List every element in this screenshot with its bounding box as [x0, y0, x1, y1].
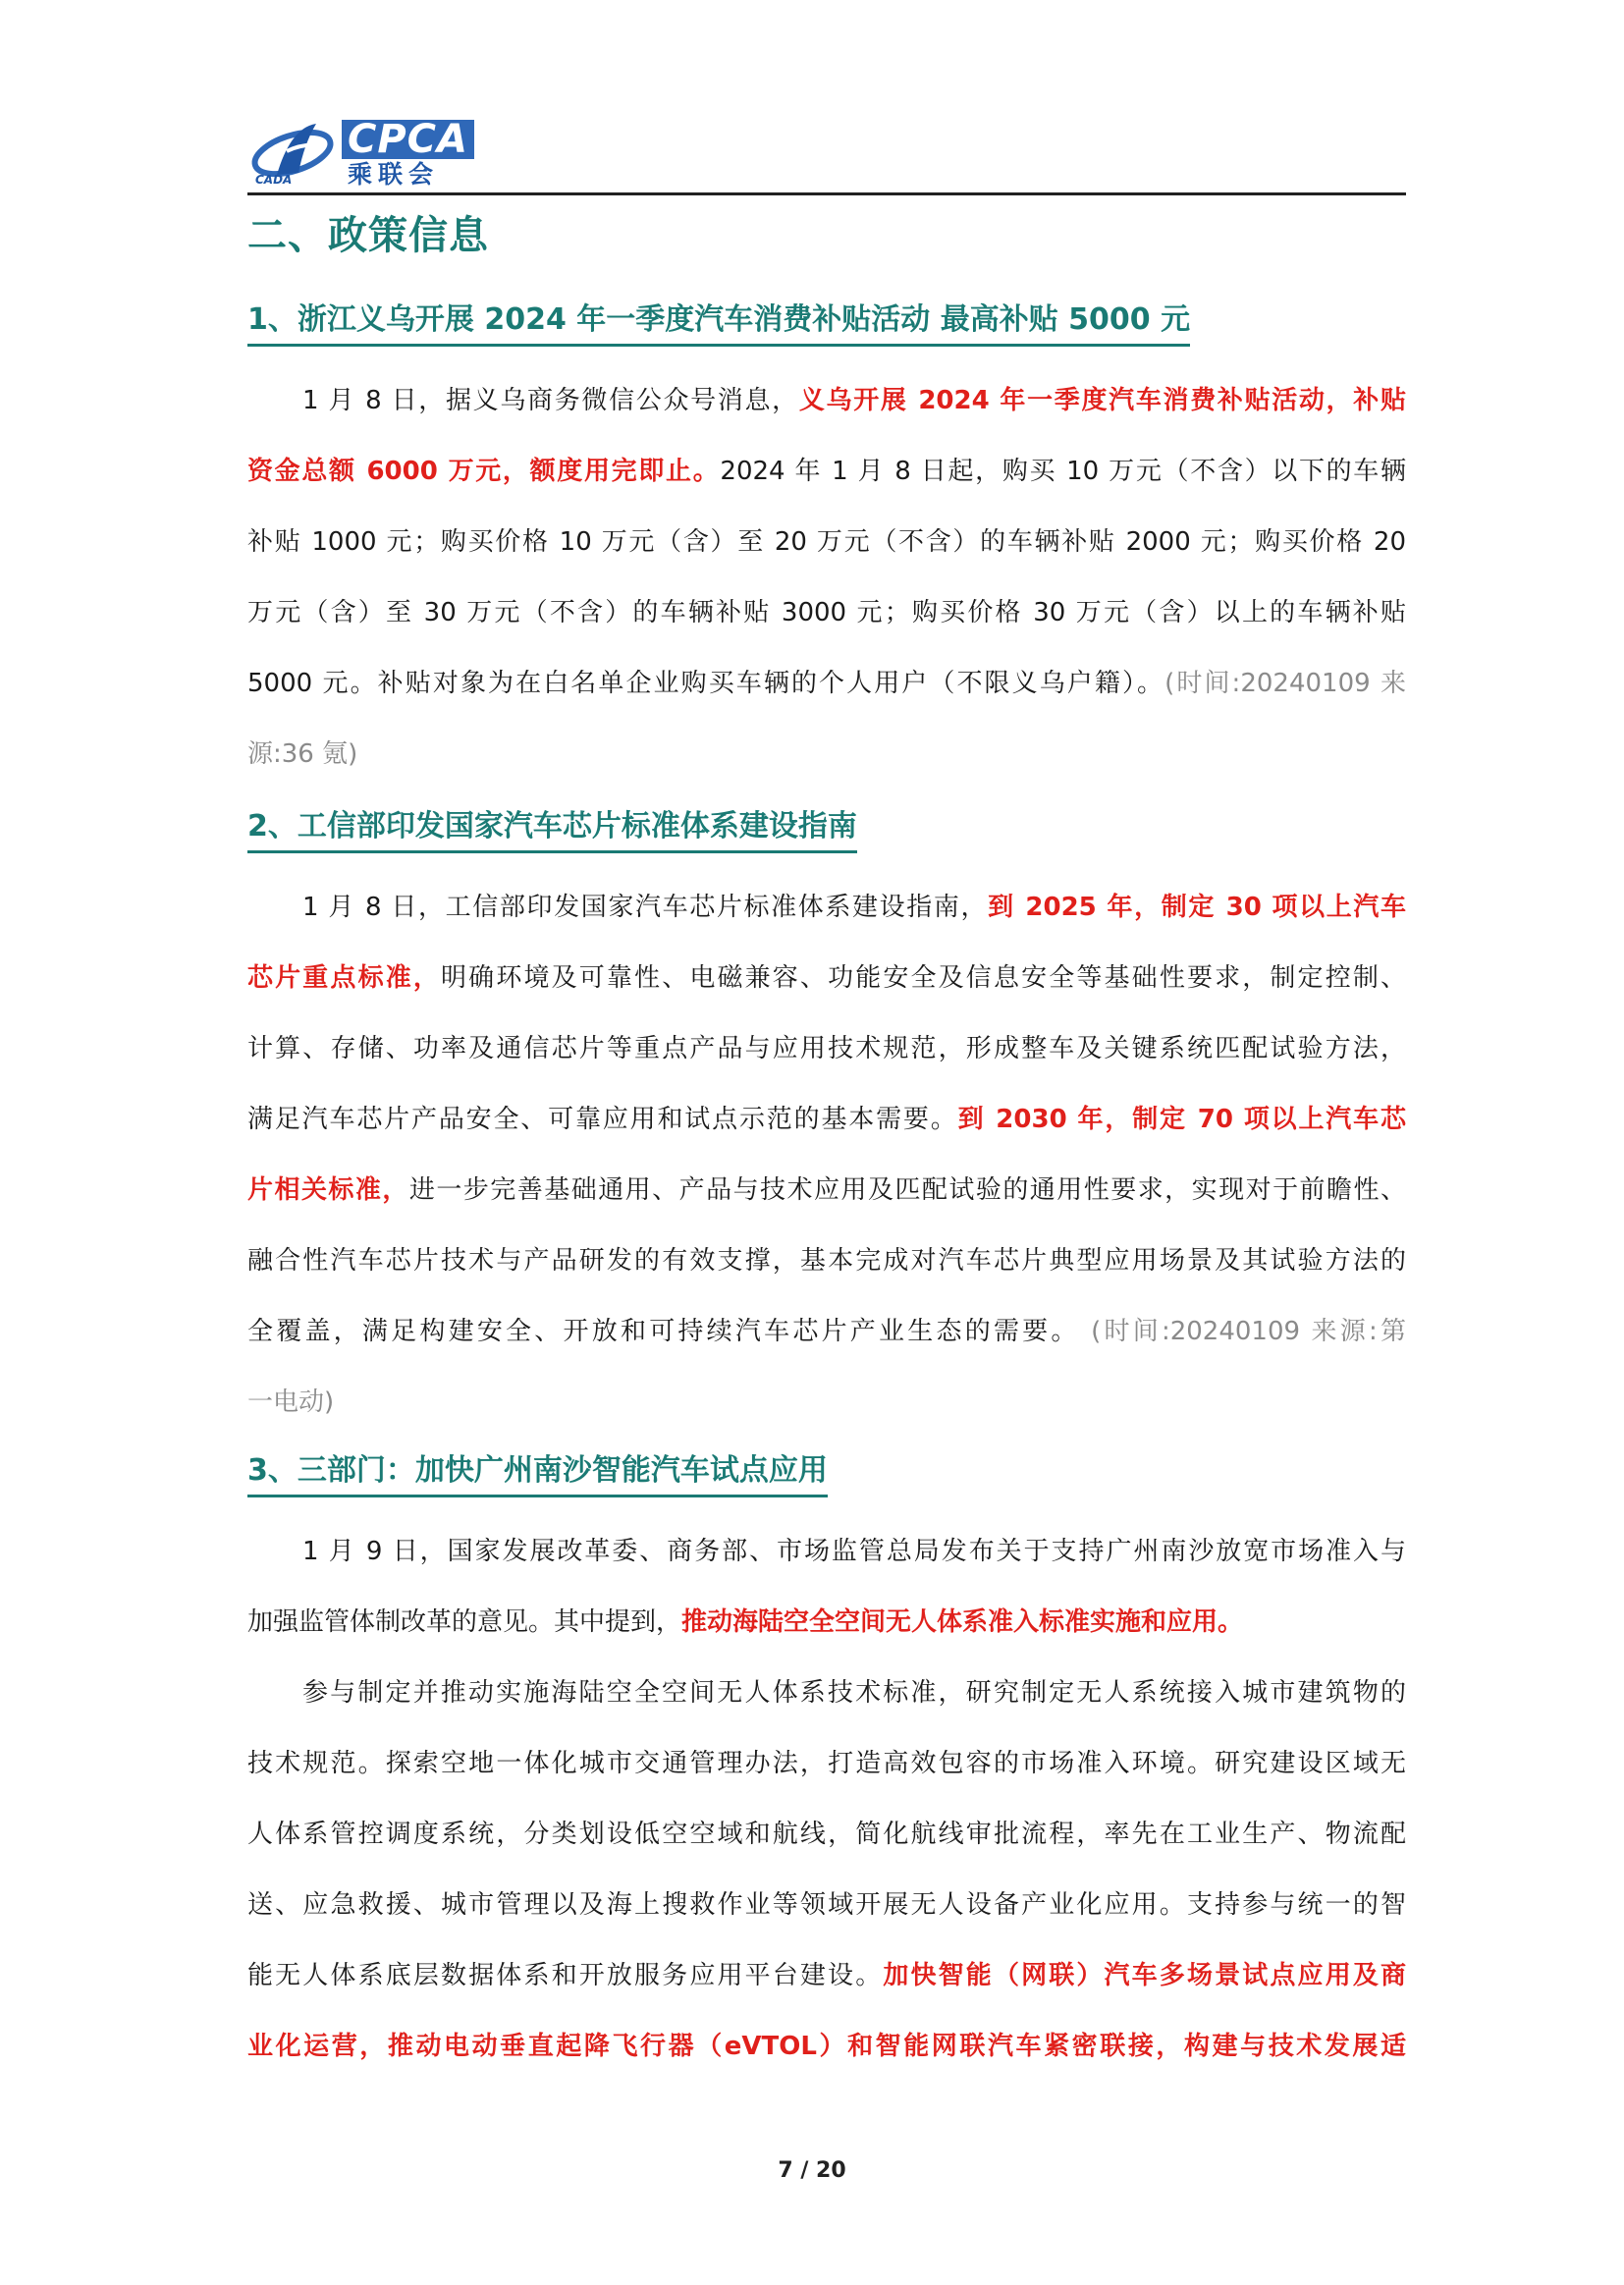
text-line — [247, 648, 1406, 719]
text-line — [247, 1013, 1406, 1084]
body-text: 满足汽车芯片产品安全、可靠应用和试点示范的基本需要。 — [247, 1105, 958, 1134]
text-line — [247, 872, 1406, 943]
highlight-text: 到 2025 年，制定 30 项以上汽车 — [988, 893, 1406, 922]
page-separator: / — [800, 2158, 809, 2183]
text-line — [247, 943, 1406, 1013]
text-line — [247, 1155, 1406, 1225]
highlight-text: 推动海陆空全空间无人体系准入标准实施和应用。 — [681, 1607, 1244, 1637]
source-note: 一电动) — [247, 1387, 335, 1417]
body-text: 1 月 9 日，国家发展改革委、商务部、市场监管总局发布关于支持广州南沙放宽市场准入与 — [302, 1537, 1406, 1566]
body-text: 补贴 1000 元；购买价格 10 万元（含）至 20 万元（不含）的车辆补贴 2000 元；购买价格 20 — [247, 527, 1406, 557]
cpca-logo — [247, 118, 475, 190]
highlight-text: 加快智能（网联）汽车多场景试点应用及商 — [883, 1961, 1406, 1990]
page-total: 20 — [816, 2158, 846, 2183]
article-2-body — [247, 872, 1406, 1438]
source-note: 源:36 氪) — [247, 739, 358, 769]
body-text: 2024 年 1 月 8 日起，购买 10 万元（不含）以下的车辆 — [720, 457, 1406, 486]
highlight-text: 芯片重点标准， — [247, 963, 442, 993]
body-text: 加强监管体制改革的意见。其中提到， — [247, 1607, 682, 1637]
body-text: 计算、存储、功率及通信芯片等重点产品与应用技术规范，形成整车及关键系统匹配试验方法， — [247, 1034, 1406, 1063]
text-line — [247, 719, 1406, 789]
article-2-title: 2、工信部印发国家汽车芯片标准体系建设指南 — [247, 805, 857, 853]
source-note: (时间:20240109 来源:第 — [1079, 1317, 1406, 1346]
body-text: 融合性汽车芯片技术与产品研发的有效支撑，基本完成对汽车芯片典型应用场景及其试验方法的 — [247, 1246, 1406, 1276]
text-line — [247, 577, 1406, 648]
text-line — [247, 1516, 1406, 1587]
text-line — [247, 1940, 1406, 2011]
text-line — [247, 436, 1406, 507]
text-line — [247, 365, 1406, 436]
text-line — [247, 1799, 1406, 1870]
body-text: 技术规范。探索空地一体化城市交通管理办法，打造高效包容的市场准入环境。研究建设区域无 — [247, 1749, 1406, 1778]
highlight-text: 片相关标准， — [247, 1175, 409, 1205]
text-line — [247, 507, 1406, 577]
text-line — [247, 1084, 1406, 1155]
body-text: 明确环境及可靠性、电磁兼容、功能安全及信息安全等基础性要求，制定控制、 — [441, 963, 1406, 993]
text-line — [247, 1728, 1406, 1799]
text-line — [247, 2011, 1406, 2082]
logo-text-cn: 乘联会 — [348, 160, 440, 189]
highlight-text: 到 2030 年，制定 70 项以上汽车芯 — [957, 1105, 1406, 1134]
logo-subtext: CADA — [255, 173, 293, 187]
body-text: 能无人体系底层数据体系和开放服务应用平台建设。 — [247, 1961, 884, 1990]
body-text: 万元（含）至 30 万元（不含）的车辆补贴 3000 元；购买价格 30 万元（含）以上的车辆补贴 — [247, 598, 1406, 627]
logo-text-en: CPCA — [342, 120, 474, 159]
body-text: 全覆盖，满足构建安全、开放和可持续汽车芯片产业生态的需要。 — [247, 1317, 1080, 1346]
text-line — [247, 1225, 1406, 1296]
article-1-body — [247, 365, 1406, 789]
body-text: 人体系管控调度系统，分类划设低空空域和航线，简化航线审批流程，率先在工业生产、物流配 — [247, 1820, 1406, 1849]
source-note: (时间:20240109 来 — [1164, 669, 1406, 698]
page-number — [0, 2156, 1624, 2186]
highlight-text: 义乌开展 2024 年一季度汽车消费补贴活动，补贴 — [798, 386, 1406, 415]
body-text: 进一步完善基础通用、产品与技术应用及匹配试验的通用性要求，实现对于前瞻性、 — [408, 1175, 1406, 1205]
body-text: 参与制定并推动实施海陆空全空间无人体系技术标准，研究制定无人系统接入城市建筑物的 — [302, 1678, 1406, 1708]
body-text: 1 月 8 日，据义乌商务微信公众号消息， — [302, 386, 799, 415]
text-line — [247, 1658, 1406, 1728]
header-divider — [247, 192, 1406, 195]
highlight-text: 业化运营，推动电动垂直起降飞行器（eVTOL）和智能网联汽车紧密联接，构建与技术发展适 — [247, 2032, 1406, 2061]
article-1-title: 1、浙江义乌开展 2024 年一季度汽车消费补贴活动 最高补贴 5000 元 — [247, 299, 1190, 347]
body-text: 送、应急救援、城市管理以及海上搜救作业等领域开展无人设备产业化应用。支持参与统一的智 — [247, 1890, 1406, 1920]
page-current: 7 — [778, 2158, 793, 2183]
text-line — [247, 1296, 1406, 1367]
body-text: 1 月 8 日，工信部印发国家汽车芯片标准体系建设指南， — [302, 893, 989, 922]
article-3-intro — [247, 1516, 1406, 1658]
section-title: 二、政策信息 — [247, 213, 489, 258]
body-text: 5000 元。补贴对象为在白名单企业购买车辆的个人用户（不限义乌户籍）。 — [247, 669, 1165, 698]
article-3-title: 3、三部门：加快广州南沙智能汽车试点应用 — [247, 1449, 828, 1497]
article-3-body — [247, 1658, 1406, 2082]
text-line — [247, 1870, 1406, 1940]
text-line — [247, 1587, 1406, 1658]
text-line — [247, 1367, 1406, 1438]
highlight-text: 资金总额 6000 万元，额度用完即止。 — [247, 457, 721, 486]
